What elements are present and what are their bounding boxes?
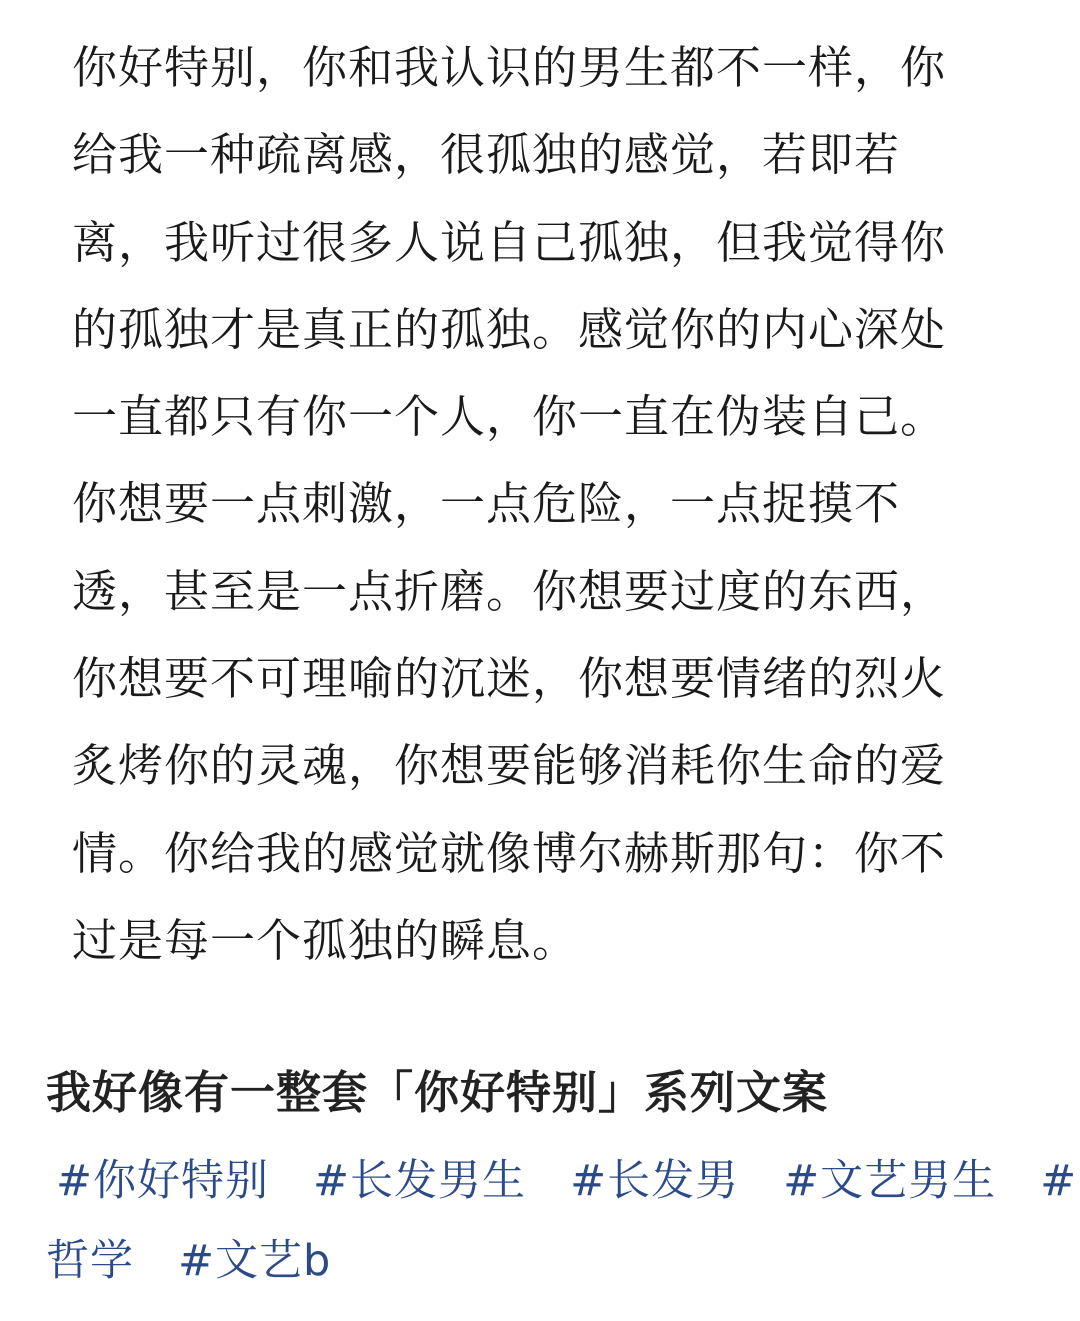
post-text-line: 一直都只有你一个人，你一直在伪装自己。 [72,390,947,444]
hashtag-link[interactable]: # [1040,1156,1078,1206]
post-text-line: 离，我听过很多人说自己孤独，但我觉得你 [72,215,947,269]
post-text-line: 你好特别，你和我认识的男生都不一样，你 [72,41,947,94]
post-body [72,24,1012,984]
hashtag-list [46,1146,1078,1306]
hashtag-link[interactable]: #文艺b [178,1236,332,1286]
post-text-line: 透，甚至是一点折磨。你想要过度的东西， [72,564,947,618]
post-text-line: 炙烤你的灵魂，你想要能够消耗你生命的爱 [72,739,947,793]
post-text-line: 情。你给我的感觉就像博尔赫斯那句：你不 [72,826,947,880]
hashtag-link[interactable]: #你好特别 [56,1156,270,1206]
post-text-line: 的孤独才是真正的孤独。感觉你的内心深处 [72,302,947,356]
post-text-line: 给我一种疏离感，很孤独的感觉，若即若 [72,128,901,182]
hashtag-link[interactable]: #长发男生 [313,1156,527,1206]
hashtag-link[interactable]: #文艺男生 [783,1156,997,1206]
hashtag-link[interactable]: 哲学 [46,1236,134,1286]
post-text-line: 过是每一个孤独的瞬息。 [72,913,579,967]
post-text-line: 你想要一点刺激，一点危险，一点捉摸不 [72,477,901,531]
hashtag-row [46,1146,1078,1226]
post-text-line: 你想要不可理喻的沉迷，你想要情绪的烈火 [72,652,947,706]
hashtag-row [46,1226,1046,1306]
post-title: 我好像有一整套「你好特别」系列文案 [46,1066,829,1119]
hashtag-link[interactable]: #长发男 [570,1156,740,1206]
